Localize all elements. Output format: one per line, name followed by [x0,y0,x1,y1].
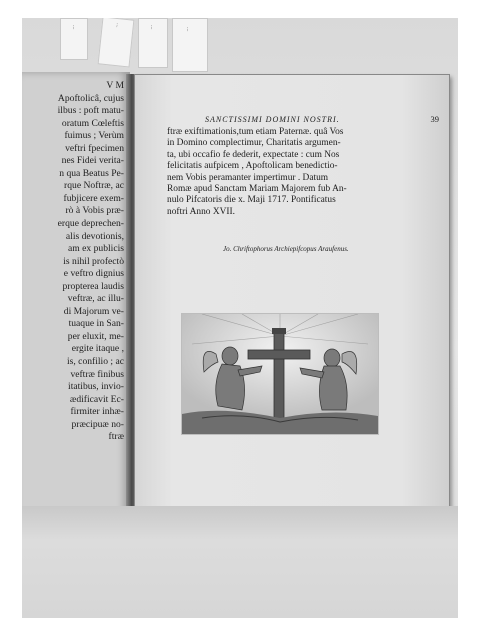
text-line: in Domino complectimur, Charitatis argumen- [167,138,341,149]
archive-tab [172,18,208,72]
text-line: rque Noftræ, ac [64,180,124,192]
text-line: oratum Cœleftis [61,117,124,129]
text-line: di Majorum ve- [63,305,124,317]
text-line: Apoftolicâ, cujus [57,92,124,104]
left-page [22,72,130,524]
signature-line: Jo. Chriftophorus Archiepifcopus Araufenus. [223,245,349,253]
text-line: veftri fpecimen [65,142,124,154]
text-line: ta, ubi occafio fe dederit, expectate : cum Nos [167,149,340,160]
cross-with-angels-engraving [182,314,378,434]
text-line: veftræ finibus [70,368,124,380]
text-line: e veftro dignius [63,268,124,280]
book-photograph [22,18,458,618]
text-line: ædificavit Ec- [69,393,124,405]
text-line: noftri Anno XVII. [167,206,235,217]
text-line: felicitatis aufpicem , Apoftolicam benedictio- [167,161,338,172]
archive-tab [98,18,135,68]
text-line: V M [106,80,124,91]
tab-label: ... [71,25,77,30]
text-line: ergite itaque , [71,343,124,355]
text-line: rò à Vobis præ- [65,205,124,217]
text-line: itatibus, invio- [68,381,124,393]
text-line: nem Vobis peramanter impertimur . Datum [167,172,329,183]
text-line: præcipuæ no- [71,418,124,430]
left-page-text [24,80,124,444]
tab-label: ... [149,25,155,30]
text-line: alis devotionis, [65,230,124,242]
text-line: is, confilio ; ac [66,356,124,368]
text-line: ilbus : poft matu- [57,105,124,117]
text-line: firmiter inhæ- [70,406,124,418]
right-page-text [167,127,407,218]
text-line: fuimus ; Verùm [64,130,124,142]
text-line: per eluxit, me- [67,330,124,342]
tab-label: ... [185,27,191,32]
text-line: ftræ exiftimationis,tum etiam Paternæ. quâ Vos [167,127,344,137]
text-line: nes Fidei verita- [61,155,124,167]
archive-tab [138,18,168,68]
text-line: tuaque in San- [68,318,124,330]
text-line: ftræ [108,431,124,443]
table-surface [22,506,458,618]
tab-label: ... [114,22,121,28]
text-line: n qua Beatus Pe- [59,167,124,179]
engraving-illustration [181,313,379,435]
text-line: propterea laudis [62,280,124,292]
text-line: fubjicere exem- [63,192,124,204]
text-line: Romæ apud Sanctam Mariam Majorem fub An- [167,184,347,195]
text-line: nulo Pifcatoris die x. Maji 1717. Pontificatus [167,195,336,206]
running-head: SANCTISSIMI DOMINI NOSTRI. [205,115,340,124]
text-line: erque deprechen- [57,218,124,230]
archive-tab [60,18,88,60]
text-line: is nihil profectò [63,255,124,267]
right-page [134,74,450,524]
text-line: am ex publicis [68,243,124,255]
text-line: veftræ, ac illu- [67,293,124,305]
page-number: 39 [430,114,439,124]
